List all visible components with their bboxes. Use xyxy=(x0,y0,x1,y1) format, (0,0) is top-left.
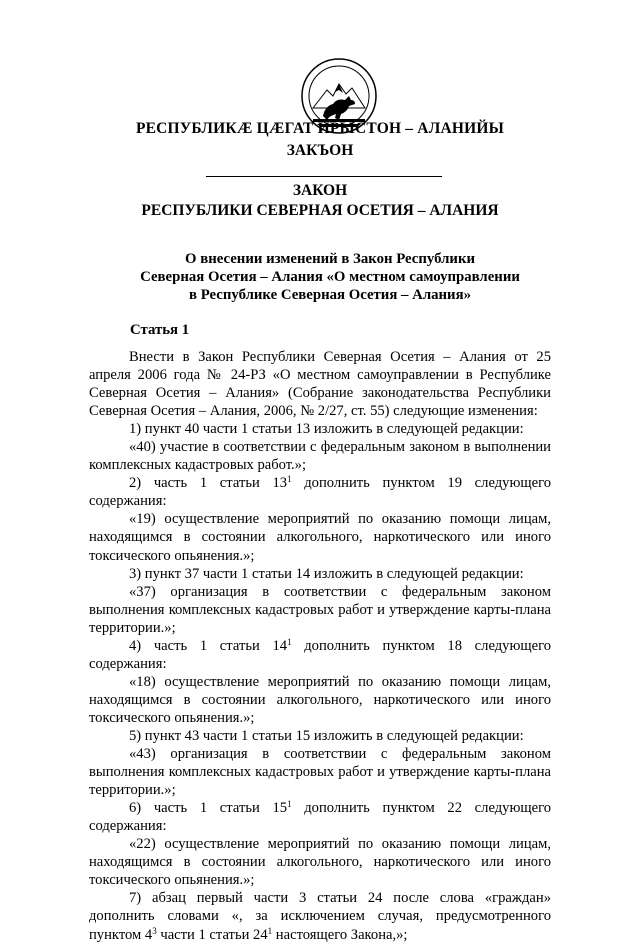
law-title-line-2: Северная Осетия – Алания «О местном самоуправлении xyxy=(140,269,520,285)
header-divider xyxy=(206,176,442,177)
header-russian-republic: РЕСПУБЛИКИ СЕВЕРНАЯ ОСЕТИЯ – АЛАНИЯ xyxy=(141,202,499,219)
item-7-part-b: части 1 статьи 24 xyxy=(156,926,268,943)
item-3-text: «37) организация в соответствии с федеральным законом выполнения комплексных кадастровых работ и утверждение карты-плана территории.»; xyxy=(89,583,551,636)
law-title xyxy=(100,250,560,304)
law-title-line-3: в Республике Северная Осетия – Алания» xyxy=(189,287,471,303)
item-6-superscript: 1 xyxy=(287,799,292,810)
header-russian-law: ЗАКОН xyxy=(292,182,348,199)
item-6-part-a: 6) часть 1 статьи 15 xyxy=(129,800,288,817)
item-7-superscript-1: 3 xyxy=(152,925,157,936)
item-4-part-a: 4) часть 1 статьи 14 xyxy=(129,637,288,654)
item-2-part-b: дополнить пунктом 19 следующего содержания: xyxy=(89,475,551,510)
item-5-text: «43) организация в соответствии с федеральным законом выполнения комплексных кадастровых работ и утверждение карты-плана территории.»; xyxy=(89,746,551,799)
item-2 xyxy=(89,474,551,510)
item-6 xyxy=(89,799,551,835)
article-body xyxy=(89,348,551,944)
item-2-text: «19) осуществление мероприятий по оказанию помощи лицам, находящимся в состоянии алкогольного, наркотического или иного токсического опьянения.»; xyxy=(89,511,551,564)
item-6-part-b: дополнить пунктом 22 следующего содержания: xyxy=(89,800,551,835)
item-3: 3) пункт 37 части 1 статьи 14 изложить в следующей редакции: xyxy=(129,565,524,582)
item-1: 1) пункт 40 части 1 статьи 13 изложить в следующей редакции: xyxy=(129,421,524,438)
item-7-part-a: 7) абзац первый части 3 статьи 24 после слова «граждан» дополнить словами «, за исключением случая, предусмотренного пунктом 4 xyxy=(89,890,551,943)
intro-paragraph: Внести в Закон Республики Северная Осетия – Алания от 25 апреля 2006 года № 24-РЗ «О местном самоуправлении в Республике Северная Осетия – Алания» (Собрание законодательства Республики Северная Осетия – Алания, 2006, № 2/27, ст. 55) следующие изменения: xyxy=(89,349,551,420)
item-2-superscript: 1 xyxy=(287,474,292,485)
item-6-text: «22) осуществление мероприятий по оказанию помощи лицам, находящимся в состоянии алкогольного, наркотического или иного токсического опьянения.»; xyxy=(89,836,551,889)
item-5: 5) пункт 43 части 1 статьи 15 изложить в следующей редакции: xyxy=(129,727,524,744)
item-4-superscript: 1 xyxy=(287,636,292,647)
item-4 xyxy=(89,637,551,673)
header-ossetian-republic: РЕСПУБЛИКӔ ЦӔГАТ ИРЫСТОН – АЛАНИЙЫ xyxy=(135,120,505,137)
item-1-text: «40) участие в соответствии с федеральным законом в выполнении комплексных кадастровых работ.»; xyxy=(89,439,551,474)
item-4-text: «18) осуществление мероприятий по оказанию помощи лицам, находящимся в состоянии алкогольного, наркотического или иного токсического опьянения.»; xyxy=(89,673,551,726)
item-7-superscript-2: 1 xyxy=(267,925,273,936)
item-7-part-c: настоящего Закона,»; xyxy=(272,926,408,943)
law-title-line-1: О внесении изменений в Закон Республики xyxy=(185,251,475,267)
item-7 xyxy=(89,889,551,943)
article-heading: Статья 1 xyxy=(130,322,190,338)
item-2-part-a: 2) часть 1 статьи 13 xyxy=(129,475,288,492)
item-4-part-b: дополнить пунктом 18 следующего содержания: xyxy=(89,637,551,672)
header-ossetian-law: ЗАКЪОН xyxy=(286,142,354,159)
